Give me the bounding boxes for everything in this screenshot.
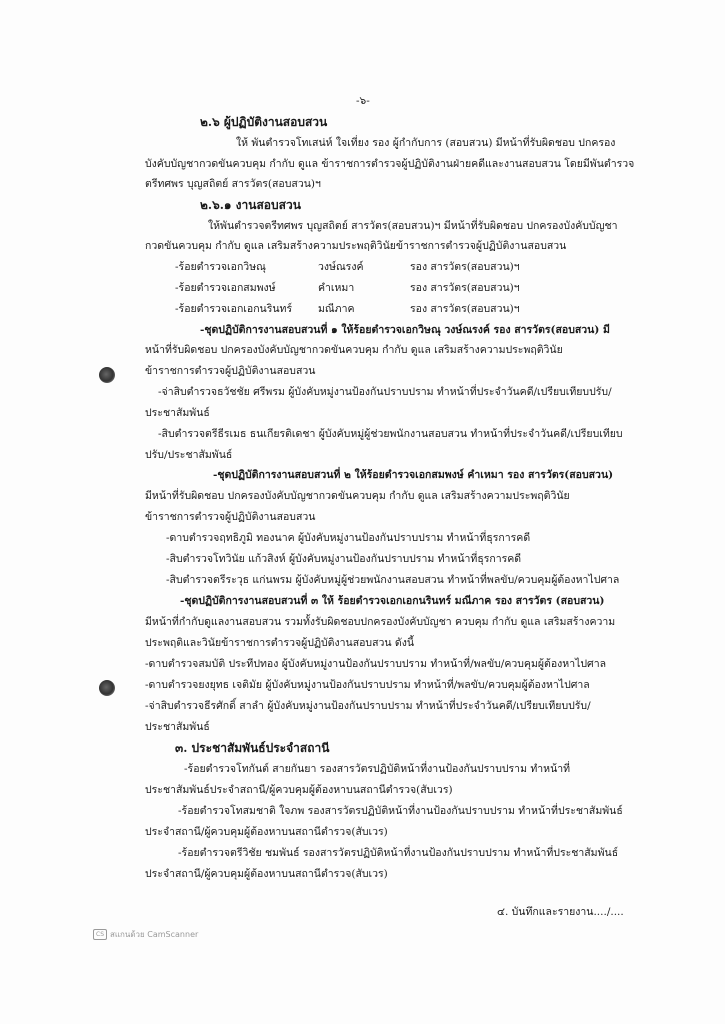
scanner-watermark-text: สแกนด้วย CamScanner [110, 930, 199, 939]
member-line: -จ่าสิบตำรวจธวัชชัย ศรีพรม ผู้บังคับหมู่งานป้องกันปราบปราม ทำหน้าที่ประจำวันคดี/เปรียบเทียบปรับ/ [158, 386, 612, 398]
team-3-lead: -ชุดปฏิบัติการงานสอบสวนที่ ๓ ให้ ร้อยตำรวจเอกเอกนรินทร์ มณีภาค รอง สารวัตร (สอบสวน) [180, 595, 605, 607]
text-line: หน้าที่รับผิดชอบ ปกครองบังคับบัญชากวดขันควบคุม กำกับ ดูแล เสริมสร้างความประพฤติวินัย [145, 344, 563, 356]
text-line: ประจำสถานี/ผู้ควบคุมผู้ต้องหาบนสถานีตำรวจ(สับเวร) [145, 826, 388, 838]
team-1-lead: -ชุดปฏิบัติการงานสอบสวนที่ ๑ ให้ร้อยตำรวจเอกวิษณุ วงษ์ณรงค์ รอง สารวัตร(สอบสวน) มี [200, 324, 610, 336]
member-line: -ดาบตำรวจยงยุทธ เจติมัย ผู้บังคับหมู่งานป้องกันปราบปราม ทำหน้าที่/พลขับ/ควบคุมผู้ต้องหาไปศาล [145, 679, 590, 691]
text-line: -ร้อยตำรวจตรีวิชัย ชมพันธ์ รองสารวัตรปฏิบัติหน้าที่งานป้องกันปราบปราม ทำหน้าที่ประชาสัมพันธ์ [178, 847, 619, 859]
text-line: ประพฤติและวินัยข้าราชการตำรวจผู้ปฏิบัติงานสอบสวน ดังนี้ [145, 637, 415, 649]
heading-2-6-1: ๒.๖.๑ งานสอบสวน [200, 198, 301, 212]
text-line: ข้าราชการตำรวจผู้ปฏิบัติงานสอบสวน [145, 511, 316, 523]
text-line: ตรีทศพร บุญสถิตย์ สารวัตร(สอบสวน)ฯ [145, 178, 321, 190]
text-line: ประชาสัมพันธ์ [145, 407, 210, 419]
continuation-marker: ๔. บันทึกและรายงาน..../.... [497, 906, 624, 918]
heading-3: ๓. ประชาสัมพันธ์ประจำสถานี [175, 741, 330, 755]
officer-surname: มณีภาค [318, 303, 355, 315]
member-line: -จ่าสิบตำรวจธีรศักดิ์ สาลำ ผู้บังคับหมู่งานป้องกันปราบปราม ทำหน้าที่ประจำวันคดี/เปรียบเทียบปรับ/ [145, 700, 591, 712]
officer-name: -ร้อยตำรวจเอกเอกนรินทร์ [175, 303, 293, 315]
officer-position: รอง สารวัตร(สอบสวน)ฯ [410, 303, 520, 315]
text-line: ปรับ/ประชาสัมพันธ์ [145, 449, 233, 461]
text-line: มีหน้าที่กำกับดูแลงานสอบสวน รวมทั้งรับผิดชอบปกครองบังคับบัญชา ควบคุม กำกับ ดูแล เสริมสร้างความ [145, 616, 616, 628]
member-line: -สิบตำรวจตรีธีรเมธ ธนเกียรติเดชา ผู้บังคับหมู่ผู้ช่วยพนักงานสอบสวน ทำหน้าที่ประจำวันคดี/เปรียบเทียบ [158, 428, 623, 440]
member-line: -สิบตำรวจโทวินัย แก้วสิงห์ ผู้บังคับหมู่งานป้องกันปราบปราม ทำหน้าที่ธุรการคดี [166, 553, 522, 565]
member-line: -สิบตำรวจตรีระวุธ แก่นพรม ผู้บังคับหมู่ผู้ช่วยพนักงานสอบสวน ทำหน้าที่พลขับ/ควบคุมผู้ต้องหาไปศาล [166, 574, 620, 586]
member-line: -ดาบตำรวจสมบัติ ประทีปทอง ผู้บังคับหมู่งานป้องกันปราบปราม ทำหน้าที่/พลขับ/ควบคุมผู้ต้องหาไปศาล [145, 658, 607, 670]
officer-surname: คำเหมา [318, 282, 355, 294]
punch-hole [99, 680, 115, 696]
text-line: -ร้อยตำรวจโทสมชาติ ใจภพ รองสารวัตรปฏิบัติหน้าที่งานป้องกันปราบปราม ทำหน้าที่ประชาสัมพันธ์ [178, 805, 623, 817]
text-line: ข้าราชการตำรวจผู้ปฏิบัติงานสอบสวน [145, 365, 316, 377]
officer-name: -ร้อยตำรวจเอกสมพงษ์ [175, 282, 276, 294]
text-line: กวดขันควบคุม กำกับ ดูแล เสริมสร้างความประพฤติวินัยข้าราชการตำรวจผู้ปฏิบัติงานสอบสวน [145, 240, 567, 252]
text-line: มีหน้าที่รับผิดชอบ ปกครองบังคับบัญชากวดขันควบคุม กำกับ ดูแล เสริมสร้างความประพฤติวินัย [145, 490, 570, 502]
camscanner-icon: CS [93, 929, 107, 940]
officer-position: รอง สารวัตร(สอบสวน)ฯ [410, 282, 520, 294]
scanner-watermark [93, 928, 198, 941]
officer-surname: วงษ์ณรงค์ [318, 261, 364, 273]
text-line: -ร้อยตำรวจโทกันต์ สายกันยา รองสารวัตรปฏิบัติหน้าที่งานป้องกันปราบปราม ทำหน้าที่ [184, 763, 571, 775]
member-line: -ดาบตำรวจฤทธิภูมิ ทองนาค ผู้บังคับหมู่งานป้องกันปราบปราม ทำหน้าที่ธุรการคดี [166, 532, 531, 544]
team-2-lead: -ชุดปฏิบัติการงานสอบสวนที่ ๒ ให้ร้อยตำรวจเอกสมพงษ์ คำเหมา รอง สารวัตร(สอบสวน) [213, 469, 614, 481]
text-line: ประชาสัมพันธ์ประจำสถานี/ผู้ควบคุมผู้ต้องหาบนสถานีตำรวจ(สับเวร) [145, 784, 453, 796]
punch-hole [99, 367, 115, 383]
text-line: ให้ พันตำรวจโทเสน่ห์ ใจเที่ยง รอง ผู้กำกับการ (สอบสวน) มีหน้าที่รับผิดชอบ ปกครอง [236, 137, 616, 149]
text-line: ประชาสัมพันธ์ [145, 721, 210, 733]
officer-name: -ร้อยตำรวจเอกวิษณุ [175, 261, 266, 273]
officer-position: รอง สารวัตร(สอบสวน)ฯ [410, 261, 520, 273]
text-line: ให้พันตำรวจตรีทศพร บุญสถิตย์ สารวัตร(สอบสวน)ฯ มีหน้าที่รับผิดชอบ ปกครองบังคับบัญชา [208, 220, 618, 232]
text-line: บังคับบัญชากวดขันควบคุม กำกับ ดูแล ข้าราชการตำรวจผู้ปฏิบัติงานฝ่ายคดีและงานสอบสวน โดยมีพันตำรวจ [145, 158, 635, 170]
page-number: -๖- [356, 95, 370, 107]
heading-2-6: ๒.๖ ผู้ปฏิบัติงานสอบสวน [200, 115, 328, 129]
text-line: ประจำสถานี/ผู้ควบคุมผู้ต้องหาบนสถานีตำรวจ(สับเวร) [145, 868, 388, 880]
